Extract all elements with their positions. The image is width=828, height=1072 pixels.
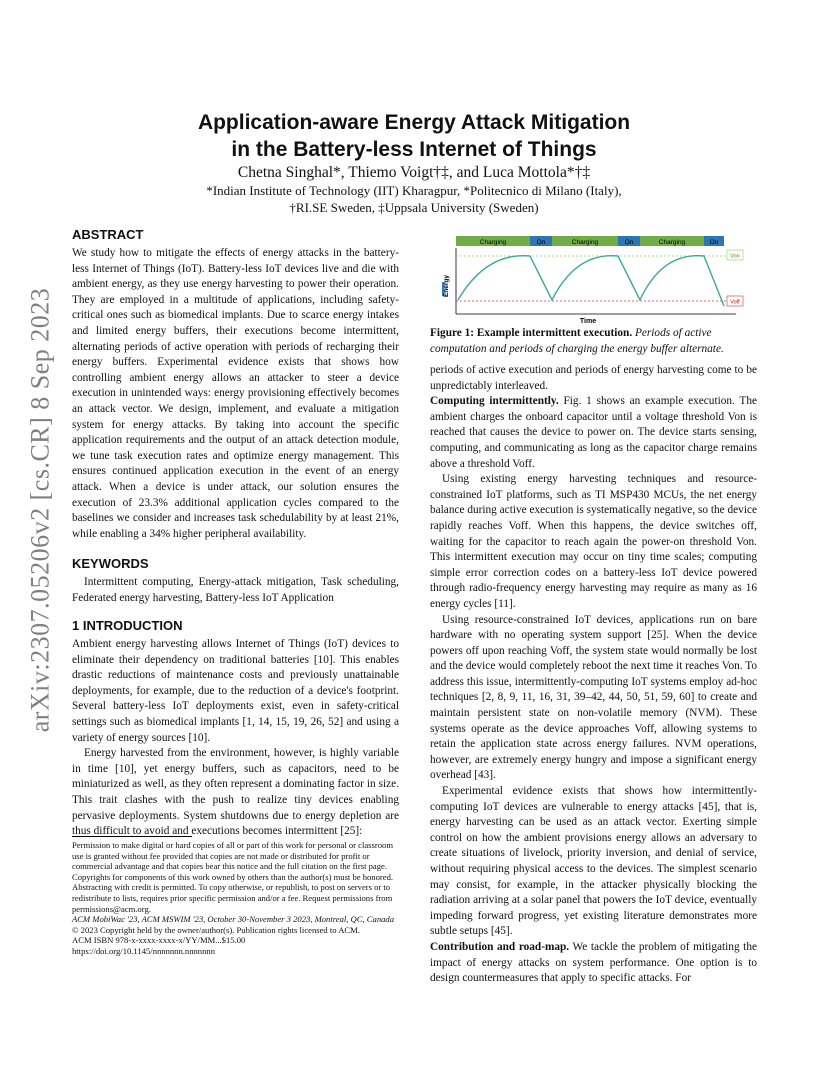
right-paragraph-3: Using resource-constrained IoT devices, applications run on bare hardware with no operating system support [25]. When the device powers off upon reaching Voff, the system state would normally be lost and the device would completely reboot the next time it reaches Von. To address this issue, intermittently-computing IoT systems employ ad-hoc techniques [2, 8, 9, 11, 16, 31, 39–42, 44, 50, 51, 59, 60] to create and maintain persistent state on non-volatile memory (NVM). These systems operate as the device approaches Voff, allowing systems to retain the application state across energy failures. NVM operations, however, are extremely energy hungry and impose a significant energy overhead [43]. [430, 613, 757, 782]
right-paragraph-4: Experimental evidence exists that shows how intermittently-computing IoT devices are vulnerable to energy attacks [45], that is, energy harvesting can be used as an attack vector. Exerting simple control on how the ambient provisions energy allows an adversary to create situations of livelock, priority inversion, and denial of service, without requiring physical access to the devices. The simplest scenario may consist, for example, in the attacker physically blocking the radiation arriving at a solar panel that powers the IoT device, eventually impeding forward progress, yet existing literature demonstrates more subtle setups [45]. [430, 785, 757, 938]
keywords-text [72, 575, 399, 606]
arxiv-id: arXiv:2307.05206v2 [cs.CR] 8 Sep 2023 [25, 287, 54, 733]
phase-label-5: Charging [658, 239, 686, 246]
footnote-isbn: ACM ISBN 978-x-xxxx-xxxx-x/YY/MM...$15.00 [72, 935, 246, 946]
von-label: Von [730, 253, 740, 260]
computing-intermittently-heading: Computing intermittently. [430, 395, 559, 408]
affiliation-1: *Indian Institute of Technology (IIT) Kharagpur, *Politecnico di Milano (Italy), [206, 183, 622, 198]
paper-title-line1: Application-aware Energy Attack Mitigation [197, 111, 631, 134]
affiliation-2: †RI.SE Sweden, ‡Uppsala University (Sweden) [289, 200, 539, 215]
phase-bar [456, 236, 724, 246]
authors: Chetna Singhal*, Thiemo Voigt†‡, and Luca Mottola*†‡ [237, 164, 591, 181]
phase-label-4: On [624, 239, 634, 246]
keywords-heading: KEYWORDS [72, 556, 149, 571]
figure-1 [436, 234, 756, 324]
abstract-heading: ABSTRACT [72, 227, 144, 242]
computing-intermittently-text: Fig. 1 shows an example execution. The ambient charges the onboard capacitor until a voltage threshold Von is reached that causes the device to power on. The device starts sensing, computing, and communicating as long as the capacitor charge remains above a threshold Voff. [430, 395, 757, 470]
intro-paragraph-1: Ambient energy harvesting allows Internet of Things (IoT) devices to eliminate their dependency on traditional batteries [10]. This enables drastic reductions of maintenance costs and previously unattainable deployments, for example, due to the reduction of a device's footprint. Several battery-less IoT deployments exist, even in safety-critical settings such as biomedical implants [1, 14, 15, 19, 26, 52] and using a variety of energy sources [10]. [72, 638, 399, 744]
intro-text [72, 637, 399, 840]
caption-text: Periods of active computation and periods of charging the energy buffer alternate. [430, 327, 724, 355]
footnote-venue: ACM MobiWac '23, ACM MSWIM '23, October 30-November 3 2023, Montreal, QC, Canada [72, 914, 395, 925]
paper-title-line2: in the Battery-less Internet of Things [231, 138, 597, 161]
figure-caption [430, 326, 757, 357]
copyright-footnote [72, 840, 399, 957]
right-paragraph-2: Using existing energy harvesting techniques and resource-constrained IoT platforms, such as TI MSP430 MCUs, the net energy balance during active execution is systematically negative, so the device rapidly reaches Voff. When this happens, the device switches off, waiting for the capacitor to reach again the power-on threshold Von. This intermittent execution may occur on tiny time scales; computing simple error correction codes on a battery-less IoT device powered through radio-frequency energy harvesting may require as many as 16 energy cycles [11]. [430, 473, 757, 610]
energy-curve [458, 256, 724, 306]
footnote-copyright: © 2023 Copyright held by the owner/author(s). Publication rights licensed to ACM. [72, 924, 360, 935]
abstract-text [72, 246, 399, 542]
footnote-rule [72, 836, 192, 837]
contribution-text: We tackle the problem of mitigating the impact of energy attacks on system performance. One option is to design countermeasures that apply to specific attacks. For [430, 940, 757, 985]
footnote-doi: https://doi.org/10.1145/nnnnnnn.nnnnnnn [72, 945, 215, 956]
caption-label: Figure 1: Example intermittent execution. [430, 327, 633, 339]
abstract-paragraph: We study how to mitigate the effects of energy attacks in the battery-less Internet of Things (IoT). Battery-less IoT devices live and die with ambient energy, as they use energy harvesting to power their operation. They are employed in a multitude of applications, including safety-critical ones such as biomedical implants. Due to scarce energy intakes and limited energy buffers, their executions become intermittent, alternating periods of active operation with periods of recharging their energy buffers. Experimental evidence exists that shows how controlling ambient energy allows an attacker to steer a device execution in unintended ways: energy provisioning effectively becomes an attack vector. We design, implement, and evaluate a mitigation system for energy attacks. By taking into account the specific application requirements and the output of an attack detection module, we tune task execution rates and optimize energy management. This ensures continued application execution in the event of an energy attack. When a device is under attack, our solution ensures the execution of 23.3% additional application cycles compared to the baselines we consider and increases task schedulability by at least 21%, while enabling a 34% higher peripheral availability. [72, 247, 399, 540]
phase-label-1: Charging [479, 239, 507, 246]
phase-label-3: Charging [571, 239, 599, 246]
figure-xlabel: Time [579, 318, 597, 324]
right-column-text [430, 363, 757, 987]
footnote-permission: Permission to make digital or hard copies of all or part of this work for personal or classroom use is granted without fee provided that copies are not made or distributed for profit or commercial advantage and that copies bear this notice and the full citation on the first page. Copyrights for components of this work owned by others than the author(s) must be honored. Abstracting with credit is permitted. To copy otherwise, or republish, to post on servers or to redistribute to lists, requires prior specific permission and/or a fee. Request permissions from permissions@acm.org. [72, 840, 394, 914]
figure-ylabel: Energy [443, 274, 450, 298]
voff-label: Voff [730, 299, 740, 306]
phase-label-2: On [536, 239, 546, 246]
arxiv-sidebar [20, 287, 60, 733]
phase-label-6: On [709, 239, 719, 246]
intro-heading: 1 INTRODUCTION [72, 618, 183, 633]
contribution-heading: Contribution and road-map. [430, 940, 570, 953]
intro-paragraph-2: Energy harvested from the environment, however, is highly variable in time [10], yet energy buffers, such as capacitors, need to be miniaturized as well, as they often represent a dominating factor in size. This trait clashes with the push to realize tiny devices enabling pervasive deployments. System shutdowns due to energy depletion are thus difficult to avoid and executions becomes intermittent [25]: [72, 747, 399, 838]
keywords-paragraph: Intermittent computing, Energy-attack mitigation, Task scheduling, Federated energy harvesting, Battery-less IoT Application [72, 576, 399, 604]
intro-continuation: periods of active execution and periods of energy harvesting come to be unpredictably interleaved. [430, 364, 757, 392]
